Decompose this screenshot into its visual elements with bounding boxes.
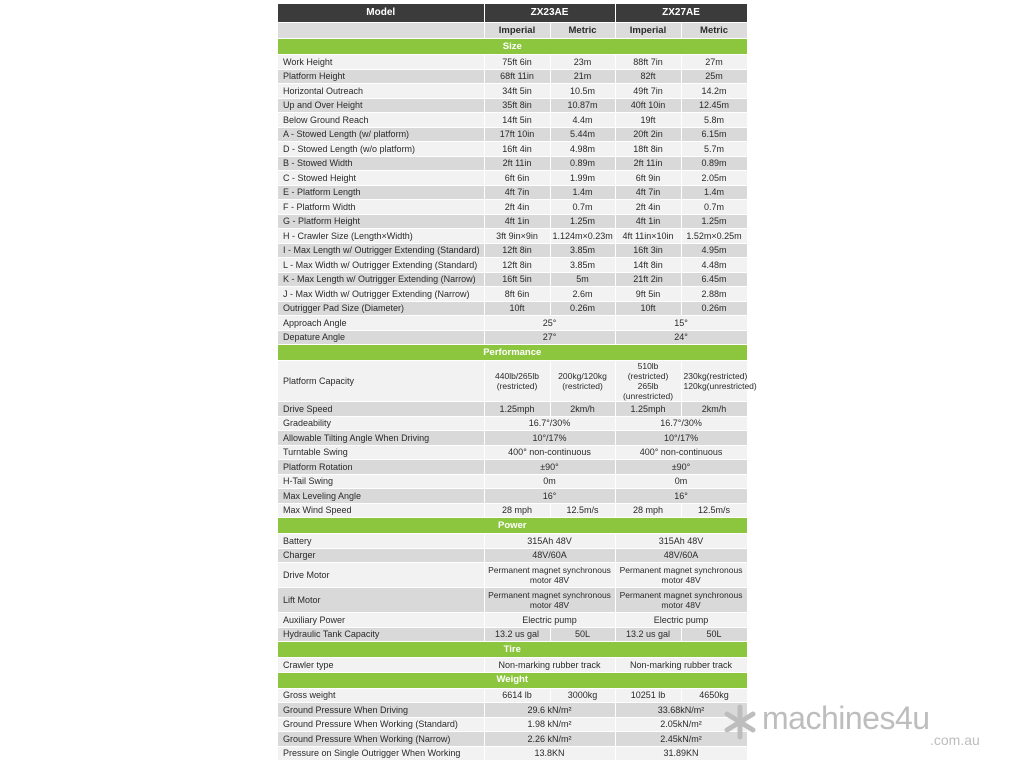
row-label: Platform Rotation bbox=[278, 460, 484, 475]
row-value: 12.5m/s bbox=[550, 503, 615, 518]
table-row bbox=[278, 746, 747, 761]
row-label: Turntable Swing bbox=[278, 445, 484, 460]
row-value: 29.6 kN/m² bbox=[484, 703, 615, 718]
table-row bbox=[278, 127, 747, 142]
row-value: 0.89m bbox=[681, 156, 747, 171]
row-value: 2ft 11in bbox=[484, 156, 550, 171]
table-row bbox=[278, 489, 747, 504]
row-value: 1.25m bbox=[550, 214, 615, 229]
row-value: 10ft bbox=[484, 301, 550, 316]
row-label: C - Stowed Height bbox=[278, 171, 484, 186]
row-value: 6ft 9in bbox=[615, 171, 681, 186]
row-value: 1.124m×0.23m bbox=[550, 229, 615, 244]
table-row bbox=[278, 627, 747, 642]
row-label: Horizontal Outreach bbox=[278, 84, 484, 99]
row-label: L - Max Width w/ Outrigger Extending (Standard) bbox=[278, 258, 484, 273]
table-row bbox=[278, 563, 747, 588]
row-value: 13.2 us gal bbox=[615, 627, 681, 642]
row-value: 13.2 us gal bbox=[484, 627, 550, 642]
row-value: 12.5m/s bbox=[681, 503, 747, 518]
row-label: Max Wind Speed bbox=[278, 503, 484, 518]
row-value: 2ft 11in bbox=[615, 156, 681, 171]
table-row bbox=[278, 402, 747, 417]
row-value: 9ft 5in bbox=[615, 287, 681, 302]
row-label: Gross weight bbox=[278, 688, 484, 703]
row-label: B - Stowed Width bbox=[278, 156, 484, 171]
table-row bbox=[278, 717, 747, 732]
row-value: 68ft 11in bbox=[484, 69, 550, 84]
row-value: 6.45m bbox=[681, 272, 747, 287]
table-header bbox=[278, 4, 747, 39]
row-value: 0.26m bbox=[681, 301, 747, 316]
row-label: Hydraulic Tank Capacity bbox=[278, 627, 484, 642]
row-value: 88ft 7in bbox=[615, 55, 681, 70]
row-value: 12.45m bbox=[681, 98, 747, 113]
row-value: Permanent magnet synchronous motor 48V bbox=[484, 588, 615, 613]
row-value: 16ft 5in bbox=[484, 272, 550, 287]
table-row bbox=[278, 474, 747, 489]
row-value: 16ft 4in bbox=[484, 142, 550, 157]
row-value: 1.52m×0.25m bbox=[681, 229, 747, 244]
row-value: 1.4m bbox=[550, 185, 615, 200]
row-value: 12ft 8in bbox=[484, 258, 550, 273]
row-label: Allowable Tilting Angle When Driving bbox=[278, 431, 484, 446]
row-label: Ground Pressure When Working (Narrow) bbox=[278, 732, 484, 747]
section-title: Performance bbox=[278, 345, 747, 361]
watermark-domain: .com.au bbox=[930, 732, 980, 748]
row-value: 3ft 9in×9in bbox=[484, 229, 550, 244]
row-value: 0.7m bbox=[681, 200, 747, 215]
table-row bbox=[278, 548, 747, 563]
row-value: 16.7°/30% bbox=[484, 416, 615, 431]
row-value: 4.98m bbox=[550, 142, 615, 157]
row-label: Platform Height bbox=[278, 69, 484, 84]
row-value: 25m bbox=[681, 69, 747, 84]
row-value: 16ft 3in bbox=[615, 243, 681, 258]
table-row bbox=[278, 243, 747, 258]
row-label: H-Tail Swing bbox=[278, 474, 484, 489]
row-value: 20ft 2in bbox=[615, 127, 681, 142]
row-value: 10.5m bbox=[550, 84, 615, 99]
row-value: 28 mph bbox=[484, 503, 550, 518]
row-value: 21m bbox=[550, 69, 615, 84]
table-row bbox=[278, 272, 747, 287]
section-header-performance bbox=[278, 345, 747, 361]
asterisk-logo-icon bbox=[722, 704, 758, 740]
row-value: 16° bbox=[615, 489, 747, 504]
row-label: Max Leveling Angle bbox=[278, 489, 484, 504]
table-row bbox=[278, 534, 747, 549]
row-label: Up and Over Height bbox=[278, 98, 484, 113]
table-row bbox=[278, 316, 747, 331]
row-label: Pressure on Single Outrigger When Working bbox=[278, 746, 484, 761]
row-value: 75ft 6in bbox=[484, 55, 550, 70]
row-value: 2ft 4in bbox=[615, 200, 681, 215]
row-label: Charger bbox=[278, 548, 484, 563]
section-header-size bbox=[278, 39, 747, 55]
section-title: Weight bbox=[278, 672, 747, 688]
row-value: 0.7m bbox=[550, 200, 615, 215]
row-value: 8ft 6in bbox=[484, 287, 550, 302]
row-value: 2.88m bbox=[681, 287, 747, 302]
row-value: 27° bbox=[484, 330, 615, 345]
machines4u-watermark bbox=[722, 700, 1002, 750]
model-header: Model bbox=[278, 4, 484, 23]
row-label: E - Platform Length bbox=[278, 185, 484, 200]
row-value: ±90° bbox=[484, 460, 615, 475]
row-label: Lift Motor bbox=[278, 588, 484, 613]
row-label: Battery bbox=[278, 534, 484, 549]
row-value: 5.44m bbox=[550, 127, 615, 142]
table-row bbox=[278, 287, 747, 302]
row-value: 82ft bbox=[615, 69, 681, 84]
row-value: 1.98 kN/m² bbox=[484, 717, 615, 732]
row-value: Permanent magnet synchronous motor 48V bbox=[615, 563, 747, 588]
row-value: 400° non-continuous bbox=[484, 445, 615, 460]
row-value: 4.95m bbox=[681, 243, 747, 258]
row-label: H - Crawler Size (Length×Width) bbox=[278, 229, 484, 244]
row-value: 10ft bbox=[615, 301, 681, 316]
row-value: 12ft 8in bbox=[484, 243, 550, 258]
row-value: 19ft bbox=[615, 113, 681, 128]
row-label: I - Max Length w/ Outrigger Extending (Standard) bbox=[278, 243, 484, 258]
table-row bbox=[278, 214, 747, 229]
row-value: 1.25m bbox=[681, 214, 747, 229]
table-row bbox=[278, 503, 747, 518]
section-header-power bbox=[278, 518, 747, 534]
metric-subheader: Metric bbox=[681, 23, 747, 39]
row-value: 4650kg bbox=[681, 688, 747, 703]
row-value: 1.4m bbox=[681, 185, 747, 200]
table-row bbox=[278, 142, 747, 157]
table-row bbox=[278, 330, 747, 345]
table-row bbox=[278, 171, 747, 186]
row-value: 3000kg bbox=[550, 688, 615, 703]
table-row bbox=[278, 613, 747, 628]
table-body bbox=[278, 39, 757, 761]
row-label: Below Ground Reach bbox=[278, 113, 484, 128]
table-row bbox=[278, 732, 747, 747]
table-row bbox=[278, 460, 747, 475]
row-label: J - Max Width w/ Outrigger Extending (Narrow) bbox=[278, 287, 484, 302]
row-value: 33.68kN/m² bbox=[615, 703, 747, 718]
row-value: 50L bbox=[550, 627, 615, 642]
table-row bbox=[278, 445, 747, 460]
table-row bbox=[278, 658, 747, 673]
table-row bbox=[278, 588, 747, 613]
row-value: 50L bbox=[681, 627, 747, 642]
section-header-tire bbox=[278, 642, 747, 658]
section-title: Size bbox=[278, 39, 747, 55]
row-value: 15° bbox=[615, 316, 747, 331]
row-value: 4ft 7in bbox=[615, 185, 681, 200]
row-value: 2km/h bbox=[681, 402, 747, 417]
row-value: 6614 lb bbox=[484, 688, 550, 703]
row-value: 3.85m bbox=[550, 243, 615, 258]
row-value: 510lb (restricted) 265lb (unrestricted) bbox=[615, 361, 681, 402]
table-row bbox=[278, 688, 747, 703]
row-label: Approach Angle bbox=[278, 316, 484, 331]
table-row bbox=[278, 301, 747, 316]
row-label: Gradeability bbox=[278, 416, 484, 431]
row-value: 10.87m bbox=[550, 98, 615, 113]
row-label: Auxiliary Power bbox=[278, 613, 484, 628]
row-label: A - Stowed Length (w/ platform) bbox=[278, 127, 484, 142]
table-row bbox=[278, 416, 747, 431]
row-label: Outrigger Pad Size (Diameter) bbox=[278, 301, 484, 316]
row-value: 21ft 2in bbox=[615, 272, 681, 287]
row-value: 5m bbox=[550, 272, 615, 287]
row-value: 14ft 5in bbox=[484, 113, 550, 128]
section-title: Tire bbox=[278, 642, 747, 658]
row-value: 1.25mph bbox=[484, 402, 550, 417]
row-value: 17ft 10in bbox=[484, 127, 550, 142]
row-value: 5.7m bbox=[681, 142, 747, 157]
row-value: 4ft 11in×10in bbox=[615, 229, 681, 244]
table-row bbox=[278, 258, 747, 273]
imperial-subheader: Imperial bbox=[615, 23, 681, 39]
table-row bbox=[278, 156, 747, 171]
row-value: 16.7°/30% bbox=[615, 416, 747, 431]
blank-subheader bbox=[278, 23, 484, 39]
row-value: 2.05m bbox=[681, 171, 747, 186]
row-value: 400° non-continuous bbox=[615, 445, 747, 460]
row-label: F - Platform Width bbox=[278, 200, 484, 215]
row-label: Depature Angle bbox=[278, 330, 484, 345]
row-value: 2.6m bbox=[550, 287, 615, 302]
row-value: 4.48m bbox=[681, 258, 747, 273]
row-value: Permanent magnet synchronous motor 48V bbox=[615, 588, 747, 613]
row-value: 10251 lb bbox=[615, 688, 681, 703]
row-value: ±90° bbox=[615, 460, 747, 475]
row-value: 5.8m bbox=[681, 113, 747, 128]
row-value: 3.85m bbox=[550, 258, 615, 273]
row-value: 2km/h bbox=[550, 402, 615, 417]
row-value: 0.26m bbox=[550, 301, 615, 316]
row-value: 200kg/120kg (restricted) bbox=[550, 361, 615, 402]
table-row bbox=[278, 185, 747, 200]
table-row bbox=[278, 84, 747, 99]
row-value: 10°/17% bbox=[484, 431, 615, 446]
table-row bbox=[278, 98, 747, 113]
model-zx27ae-header: ZX27AE bbox=[615, 4, 747, 23]
row-value: 2.26 kN/m² bbox=[484, 732, 615, 747]
row-value: 16° bbox=[484, 489, 615, 504]
metric-subheader: Metric bbox=[550, 23, 615, 39]
row-value: 6ft 6in bbox=[484, 171, 550, 186]
row-value: 40ft 10in bbox=[615, 98, 681, 113]
row-value: 28 mph bbox=[615, 503, 681, 518]
row-label: Work Height bbox=[278, 55, 484, 70]
spec-table bbox=[278, 4, 757, 761]
row-value: Electric pump bbox=[615, 613, 747, 628]
row-value: Non-marking rubber track bbox=[484, 658, 615, 673]
row-value: 230kg(restricted) 120kg(unrestricted) bbox=[681, 361, 747, 402]
row-label: K - Max Length w/ Outrigger Extending (Narrow) bbox=[278, 272, 484, 287]
table-row bbox=[278, 703, 747, 718]
row-value: Non-marking rubber track bbox=[615, 658, 747, 673]
row-value: 18ft 8in bbox=[615, 142, 681, 157]
table-row bbox=[278, 431, 747, 446]
row-value: 34ft 5in bbox=[484, 84, 550, 99]
section-header-weight bbox=[278, 672, 747, 688]
row-value: 315Ah 48V bbox=[484, 534, 615, 549]
row-label: G - Platform Height bbox=[278, 214, 484, 229]
row-value: 6.15m bbox=[681, 127, 747, 142]
row-label: Ground Pressure When Working (Standard) bbox=[278, 717, 484, 732]
row-value: 2.45kN/m² bbox=[615, 732, 747, 747]
row-value: 2ft 4in bbox=[484, 200, 550, 215]
row-value: Electric pump bbox=[484, 613, 615, 628]
table-row bbox=[278, 229, 747, 244]
imperial-subheader: Imperial bbox=[484, 23, 550, 39]
row-value: 10°/17% bbox=[615, 431, 747, 446]
table-row bbox=[278, 361, 747, 402]
model-zx23ae-header: ZX23AE bbox=[484, 4, 615, 23]
row-value: 2.05kN/m² bbox=[615, 717, 747, 732]
row-label: D - Stowed Length (w/o platform) bbox=[278, 142, 484, 157]
row-value: 0m bbox=[615, 474, 747, 489]
section-title: Power bbox=[278, 518, 747, 534]
row-value: 14.2m bbox=[681, 84, 747, 99]
row-value: 0m bbox=[484, 474, 615, 489]
row-label: Drive Speed bbox=[278, 402, 484, 417]
row-label: Ground Pressure When Driving bbox=[278, 703, 484, 718]
table-row bbox=[278, 69, 747, 84]
row-value: 35ft 8in bbox=[484, 98, 550, 113]
row-value: 25° bbox=[484, 316, 615, 331]
row-value: 13.8KN bbox=[484, 746, 615, 761]
row-value: 4.4m bbox=[550, 113, 615, 128]
row-value: 31.89KN bbox=[615, 746, 747, 761]
row-value: 24° bbox=[615, 330, 747, 345]
row-value: Permanent magnet synchronous motor 48V bbox=[484, 563, 615, 588]
table-row bbox=[278, 113, 747, 128]
row-value: 49ft 7in bbox=[615, 84, 681, 99]
row-value: 4ft 1in bbox=[615, 214, 681, 229]
table-row bbox=[278, 200, 747, 215]
row-label: Platform Capacity bbox=[278, 361, 484, 402]
row-value: 48V/60A bbox=[484, 548, 615, 563]
row-label: Drive Motor bbox=[278, 563, 484, 588]
row-value: 440lb/265lb (restricted) bbox=[484, 361, 550, 402]
row-value: 48V/60A bbox=[615, 548, 747, 563]
row-value: 27m bbox=[681, 55, 747, 70]
row-label: Crawler type bbox=[278, 658, 484, 673]
row-value: 4ft 1in bbox=[484, 214, 550, 229]
row-value: 315Ah 48V bbox=[615, 534, 747, 549]
row-value: 23m bbox=[550, 55, 615, 70]
row-value: 1.25mph bbox=[615, 402, 681, 417]
watermark-brand: machines4u bbox=[762, 700, 930, 736]
row-value: 4ft 7in bbox=[484, 185, 550, 200]
row-value: 0.89m bbox=[550, 156, 615, 171]
row-value: 1.99m bbox=[550, 171, 615, 186]
table-row bbox=[278, 55, 747, 70]
row-value: 14ft 8in bbox=[615, 258, 681, 273]
